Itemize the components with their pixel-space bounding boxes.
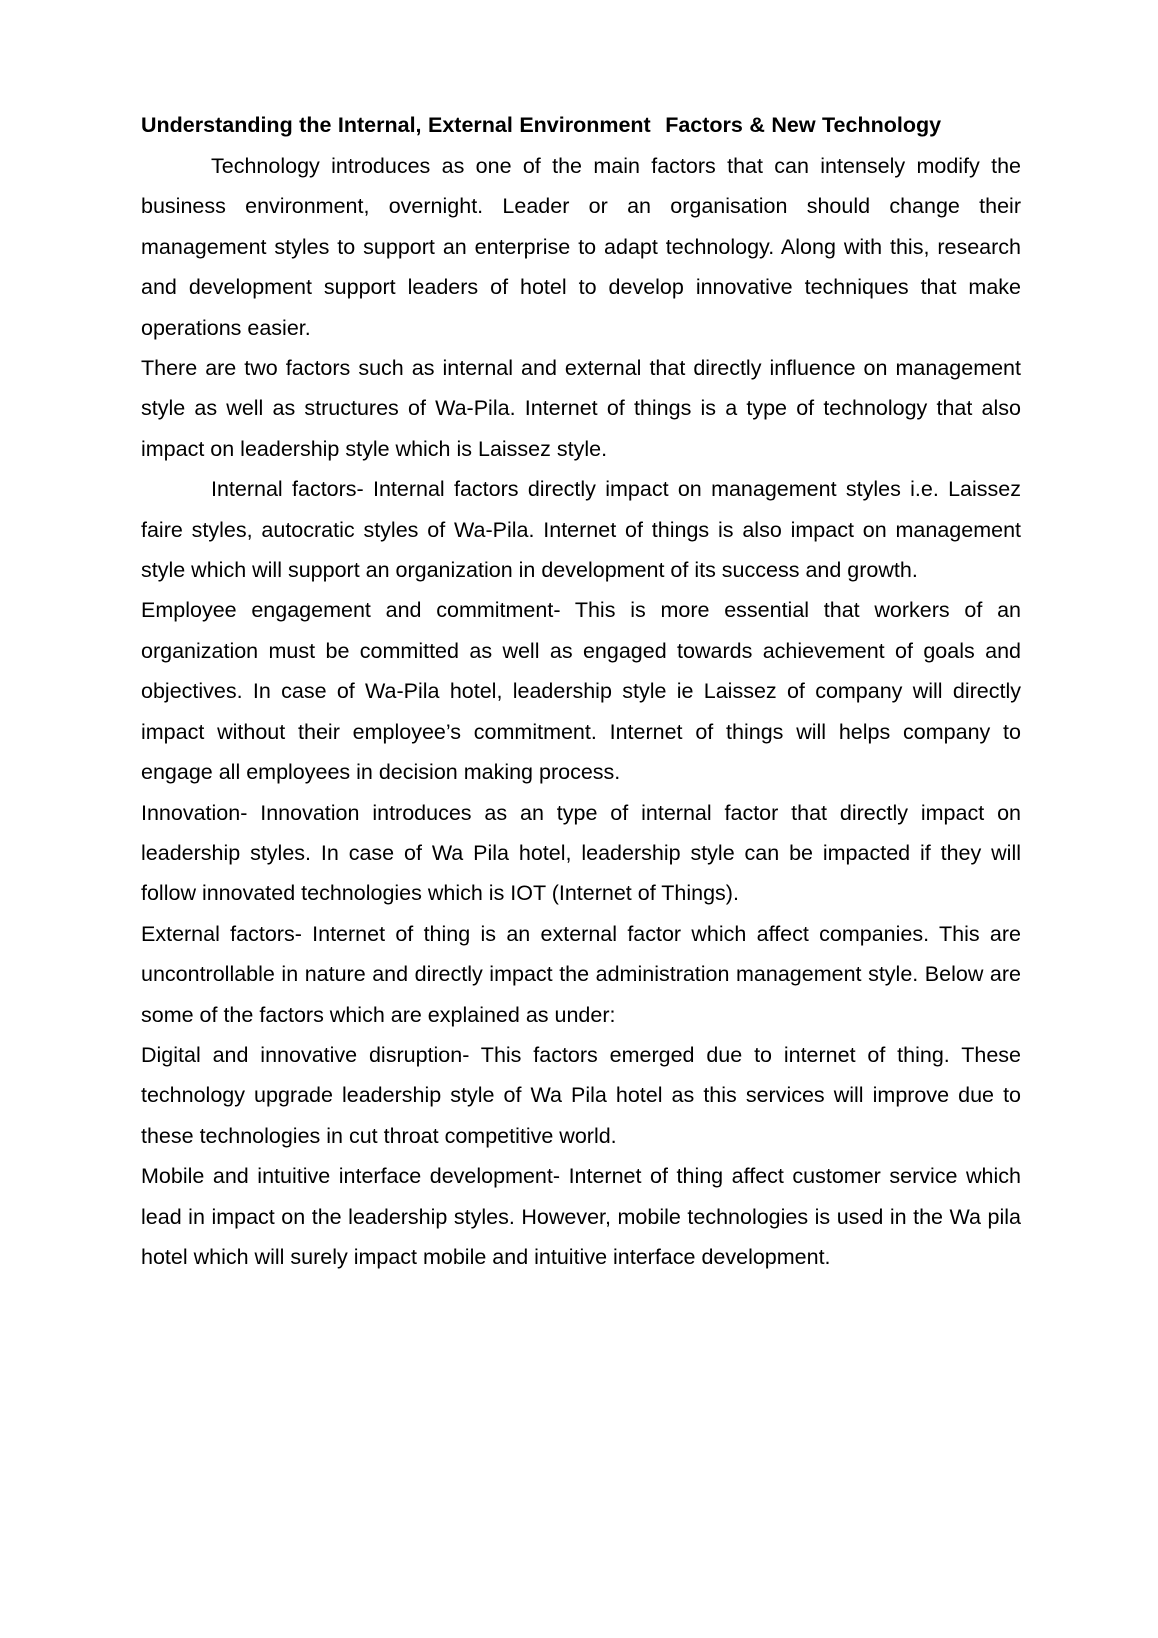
document-title-part1: Understanding the Internal, External Environment	[141, 113, 651, 137]
document-body	[141, 108, 1021, 1277]
paragraph-employee-engagement: Employee engagement and commitment- This is more essential that workers of an organization must be committed as well as engaged towards achievement of goals and objectives. In case of Wa-Pila hotel, leadership style ie Laissez of company will directly impact without their employee’s commitment. Internet of things will helps company to engage all employees in decision making process.	[141, 598, 1021, 785]
paragraph-external-factors: External factors- Internet of thing is an external factor which affect companies. This are uncontrollable in nature and directly impact the administration management style. Below are some of the factors which are explained as under:	[141, 921, 1021, 1027]
paragraph-digital-disruption: Digital and innovative disruption- This factors emerged due to internet of thing. These technology upgrade leadership style of Wa Pila hotel as this services will improve due to these technologies in cut throat competitive world.	[141, 1042, 1021, 1148]
paragraph-mobile-interface: Mobile and intuitive interface development- Internet of thing affect customer service which lead in impact on the leadership styles. However, mobile technologies is used in the Wa pila hotel which will surely impact mobile and intuitive interface development.	[141, 1164, 1021, 1269]
paragraph-two-factors: There are two factors such as internal and external that directly influence on management style as well as structures of Wa-Pila. Internet of things is a type of technology that also impact on leadership style which is Laissez style.	[141, 356, 1021, 461]
paragraph-technology-intro: Technology introduces as one of the main factors that can intensely modify the business environment, overnight. Leader or an organisation should change their management styles to support an enterprise to adapt technology. Along with this, research and development support leaders of hotel to develop innovative techniques that make operations easier.	[141, 154, 1021, 340]
paragraph-internal-factors: Internal factors- Internal factors directly impact on management styles i.e. Laissez faire styles, autocratic styles of Wa-Pila. Internet of things is also impact on management style which will support an organization in development of its success and growth.	[141, 477, 1021, 583]
document-title	[141, 108, 1021, 142]
document-title-part2: Factors & New Technology	[665, 113, 942, 137]
paragraph-innovation: Innovation- Innovation introduces as an type of internal factor that directly impact on leadership styles. In case of Wa Pila hotel, leadership style can be impacted if they will follow innovated technologies which is IOT (Internet of Things).	[141, 800, 1021, 906]
